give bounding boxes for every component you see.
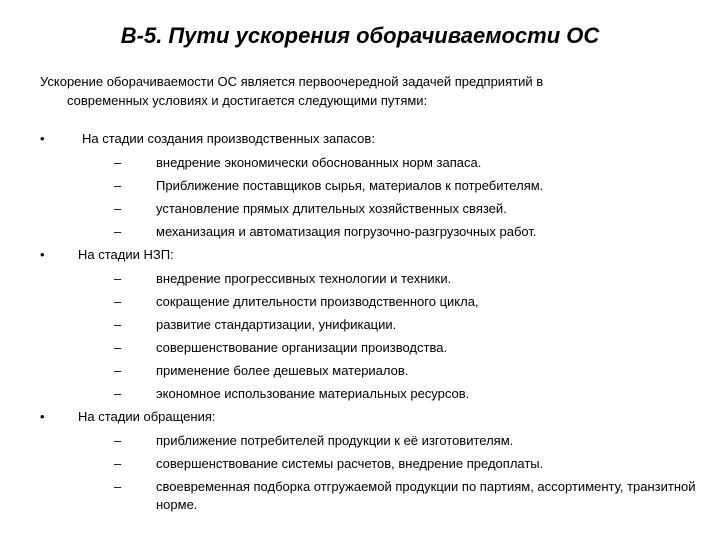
list-item-text: совершенствование организации производства. [156,340,448,355]
dash-marker: – [114,294,122,309]
list-item-text: внедрение прогрессивных технологии и техники. [156,271,452,286]
list-item-text: применение более дешевых материалов. [156,363,409,378]
slide-title: В-5. Пути ускорения оборачиваемости ОС [120,23,600,48]
list-item-text: внедрение экономически обоснованных норм запаса. [156,155,482,170]
list-item-text: Приближение поставщиков сырья, материалов к потребителям. [156,178,544,193]
dash-marker: – [114,317,122,332]
dash-marker: – [114,271,122,286]
section-heading-text: На стадии обращения: [78,409,216,424]
section-heading-text: На стадии НЗП: [78,247,174,262]
list-item-text: сокращение длительности производственного цикла, [156,294,479,309]
dash-marker: – [114,340,122,355]
dash-marker: – [114,433,122,448]
list-item-text: своевременная подборка отгружаемой продукции по партиям, ассортименту, транзитной норме. [156,479,696,512]
section-heading-text: На стадии создания производственных запасов: [82,131,375,146]
intro-line-1: Ускорение оборачиваемости ОС является первоочередной задачей предприятий в [40,74,544,89]
bullet-marker: • [40,131,45,146]
dash-marker: – [114,456,122,471]
dash-marker: – [114,224,122,239]
list-item-text: совершенствование системы расчетов, внедрение предоплаты. [156,456,544,471]
dash-marker: – [114,363,122,378]
bullet-marker: • [40,409,45,424]
list-item-text: приближение потребителей продукции к её изготовителям. [156,433,514,448]
intro-paragraph [40,72,680,110]
list-item-text: развитие стандартизации, унификации. [156,317,397,332]
list-item-text: установление прямых длительных хозяйственных связей. [156,201,507,216]
dash-marker: – [114,178,122,193]
dash-marker: – [114,386,122,401]
list-item-text: механизация и автоматизация погрузочно-разгрузочных работ. [156,224,537,239]
dash-marker: – [114,479,122,494]
dash-marker: – [114,201,122,216]
bullet-marker: • [40,247,45,262]
dash-marker: – [114,155,122,170]
list-item-text: экономное использование материальных ресурсов. [156,386,470,401]
intro-line-2: современных условиях и достигается следующими путями: [67,93,428,108]
